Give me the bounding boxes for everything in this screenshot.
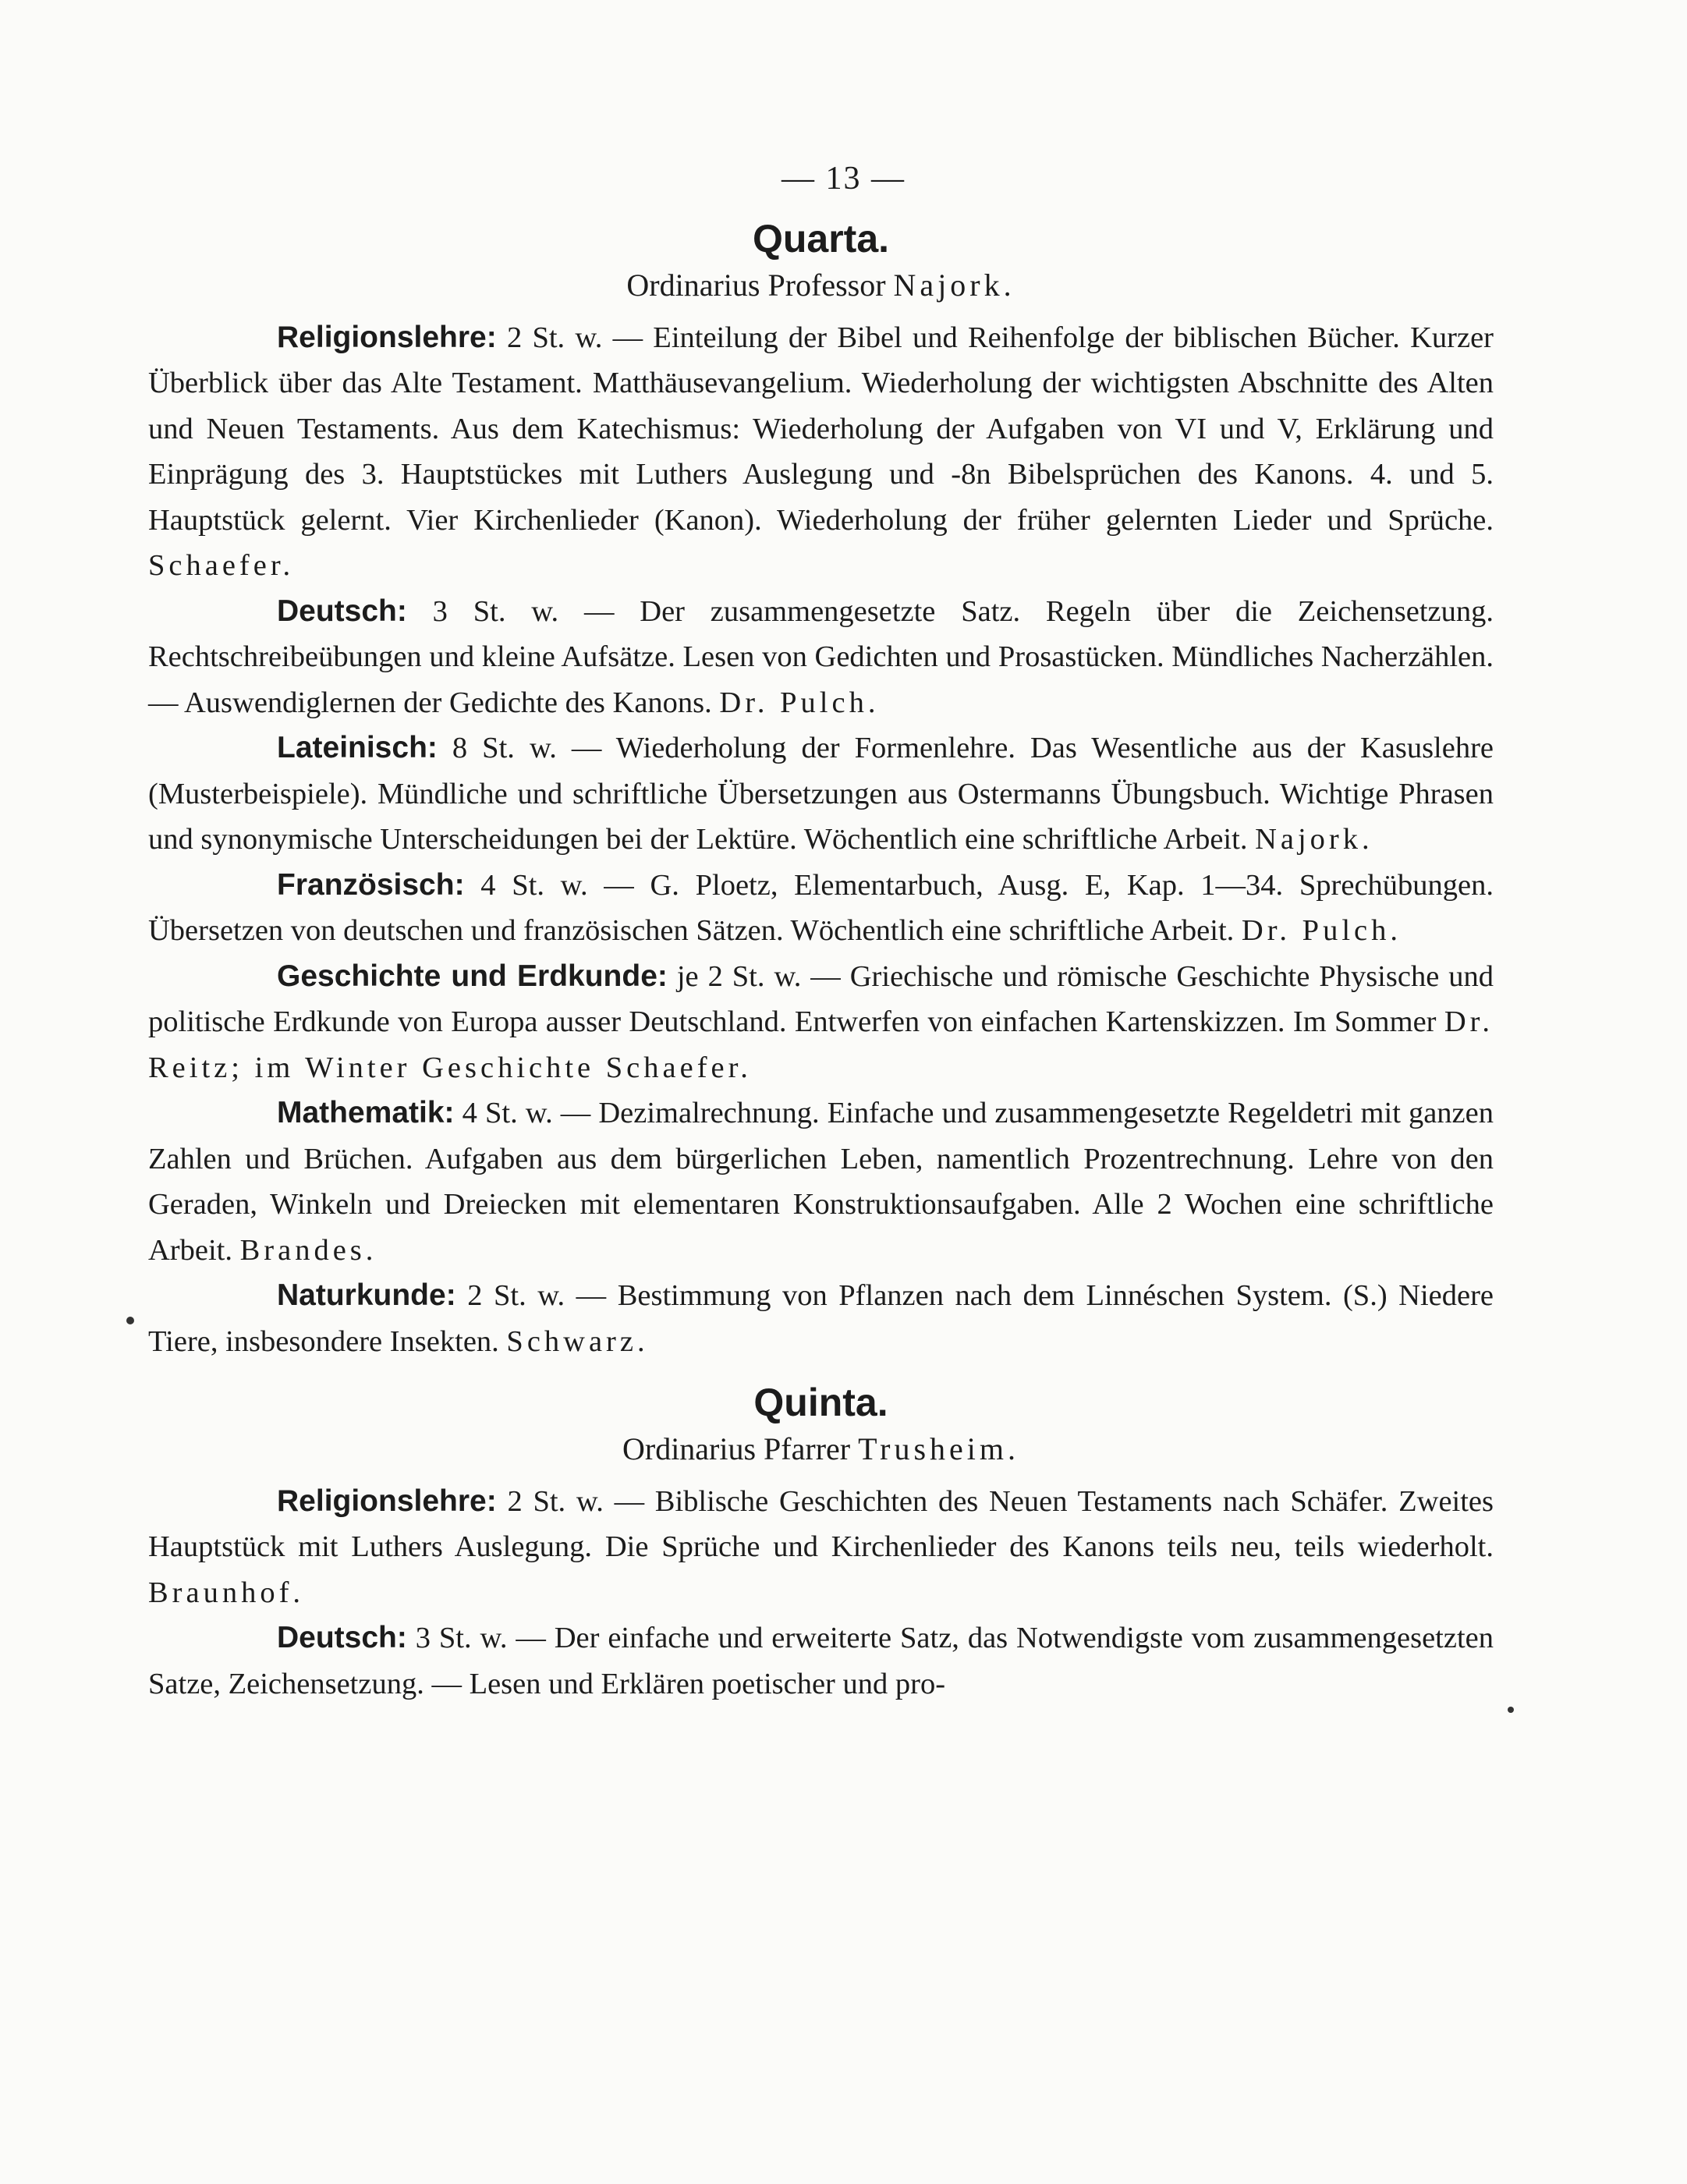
subject-paragraph: [148, 725, 1494, 863]
teacher-name: Dr. Reitz; im Winter Geschichte Schaefer.: [148, 1005, 1494, 1084]
subject-text: 2 St. w. — Biblische Geschichten des Neuen Testaments nach Schäfer. Zweites Hauptstück mit Luthers Auslegung. Die Sprüche und Kirchenlieder des Kanons teils neu, teils wiederholt.: [148, 1484, 1494, 1563]
teacher-name: Brandes.: [239, 1233, 377, 1267]
subject-text: 4 St. w. — Dezimalrechnung. Einfache und zusammengesetzte Regeldetri mit ganzen Zahlen und Brüchen. Aufgaben aus dem bürgerlichen Leben, namentlich Prozentrechnung. Lehre von den Geraden, Winkeln und Dreiecken mit elementaren Konstruktionsaufgaben. Alle 2 Wochen eine schriftliche Arbeit.: [148, 1097, 1494, 1267]
section-title-quinta: Quinta.: [753, 1381, 888, 1424]
subject-text: 2 St. w. — Einteilung der Bibel und Reihenfolge der biblischen Bücher. Kurzer Überblick über das Alte Testament. Matthäusevangelium. Wiederholung der wichtigsten Abschnitte des Alten und Neuen Testaments. Aus dem Katechismus: Wiederholung der Aufgaben von VI und V, Erklärung und Einprägung des 3. Hauptstückes mit Luthers Auslegung und -8n Bibelsprüchen des Kanons. 4. und 5. Hauptstück gelernt. Vier Kirchenlieder (Kanon). Wiederholung der früher gelernten Lieder und Sprüche.: [148, 321, 1494, 537]
subject-paragraph: [148, 1273, 1494, 1364]
ordinarius-quinta: [148, 1427, 1494, 1471]
teacher-name: Schwarz.: [506, 1324, 649, 1358]
subject-name: Mathematik:: [277, 1096, 455, 1129]
subject-name: Deutsch:: [277, 594, 407, 628]
subject-paragraph: [148, 315, 1494, 589]
subject-name: Religionslehre:: [277, 1484, 497, 1518]
subject-text: 8 St. w. — Wiederholung der Formenlehre. Das Wesentliche aus der Kasuslehre (Musterbeispiele). Mündliche und schriftliche Übersetzungen aus Ostermanns Übungsbuch. Wichtige Phrasen und synonymische Unterscheidungen bei der Lektüre. Wöchentlich eine schriftliche Arbeit.: [148, 732, 1494, 856]
subject-paragraph: [148, 954, 1494, 1091]
teacher-name: Dr. Pulch.: [719, 686, 880, 719]
ordinarius-prefix: Ordinarius Pfarrer: [622, 1431, 851, 1466]
subject-name: Lateinisch:: [277, 731, 438, 764]
teacher-name: Dr. Pulch.: [1241, 914, 1402, 947]
ordinarius-name: Trusheim.: [858, 1431, 1019, 1466]
subject-name: Französisch:: [277, 867, 465, 902]
subject-paragraph: [148, 863, 1494, 954]
subject-text: je 2 St. w. — Griechische und römische Geschichte Physische und politische Erdkunde von Europa ausser Deutschland. Entwerfen von einfachen Kartenskizzen. Im Sommer: [148, 959, 1494, 1038]
margin-dot: [126, 1317, 134, 1324]
subject-text: 3 St. w. — Der einfache und erweiterte Satz, das Notwendigste vom zusammengesetzten Satze, Zeichensetzung. — Lesen und Erklären poetischer und pro-: [148, 1622, 1494, 1700]
margin-dot: [1508, 1707, 1514, 1713]
subject-paragraph: [148, 1090, 1494, 1273]
subject-paragraph: [148, 1615, 1494, 1707]
ordinarius-quarta: [148, 264, 1494, 307]
page-number: — 13 —: [781, 161, 906, 197]
subject-text: 3 St. w. — Der zusammengesetzte Satz. Regeln über die Zeichensetzung. Rechtschreibeübungen und kleine Aufsätze. Lesen von Gedichten und Prosastücken. Mündliches Nacherzählen. — Auswendiglernen der Gedichte des Kanons.: [148, 594, 1494, 719]
ordinarius-name: Najork.: [893, 267, 1015, 303]
teacher-name: Schaefer.: [148, 549, 295, 582]
subject-name: Deutsch:: [277, 1621, 407, 1654]
teacher-name: Najork.: [1255, 823, 1373, 856]
subject-paragraph: [148, 1479, 1494, 1616]
subject-paragraph: [148, 589, 1494, 726]
subject-text: 2 St. w. — Bestimmung von Pflanzen nach dem Linnéschen System. (S.) Niedere Tiere, insbesondere Insekten.: [148, 1279, 1494, 1358]
page-content: [148, 214, 1494, 1707]
subject-text: 4 St. w. — G. Ploetz, Elementarbuch, Ausg. E, Kap. 1—34. Sprechübungen. Übersetzen von deutschen und französischen Sätzen. Wöchentlich eine schriftliche Arbeit.: [148, 868, 1494, 947]
ordinarius-prefix: Ordinarius Professor: [626, 267, 886, 303]
section-title-quarta: Quarta.: [752, 217, 890, 261]
subject-name: Naturkunde:: [277, 1278, 456, 1312]
subject-name: Religionslehre:: [277, 320, 497, 354]
subject-name: Geschichte und Erdkunde:: [277, 959, 668, 993]
teacher-name: Braunhof.: [148, 1576, 305, 1609]
